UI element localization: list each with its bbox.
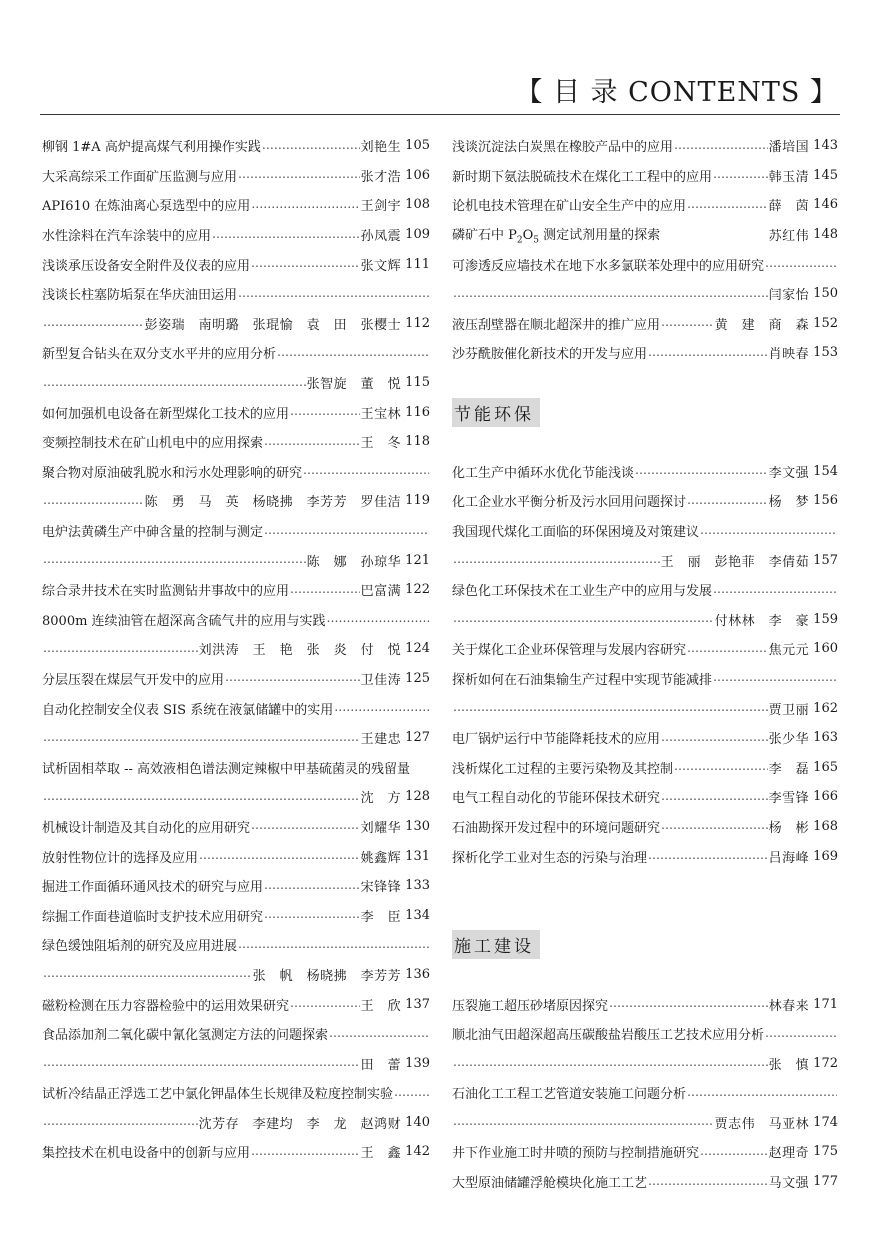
toc-entry[interactable]: [452, 989, 838, 1019]
entry-author: 卫佳涛: [360, 672, 402, 688]
toc-entry[interactable]: [42, 871, 430, 901]
dot-leader: [43, 1056, 360, 1070]
entry-title: 新型复合钻头在双分支水平井的应用分析: [42, 347, 277, 363]
entry-page: 169: [813, 848, 838, 864]
entry-title: 变频控制技术在矿山机电中的应用探索: [42, 436, 264, 452]
toc-entry[interactable]: [42, 220, 430, 250]
section-heading: 节能环保: [452, 398, 540, 427]
toc-entry[interactable]: [42, 1108, 430, 1138]
spacer: [452, 871, 838, 901]
entry-title: 探析化学工业对生态的污染与治理: [452, 850, 648, 866]
entry-page: 118: [405, 434, 430, 450]
dot-leader: [251, 257, 360, 271]
entry-author: 贾志伟 马亚林: [714, 1116, 810, 1132]
header-rule: [40, 114, 840, 115]
dot-leader: [290, 405, 360, 419]
entry-page: 171: [813, 996, 838, 1012]
entry-title: 液压刮壁器在顺北超深井的推广应用: [452, 317, 661, 333]
dot-leader: [238, 938, 429, 952]
toc-entry[interactable]: [42, 1019, 430, 1049]
dot-leader: [334, 701, 429, 715]
entry-title: 磁粉检测在压力容器检验中的运用效果研究: [42, 998, 290, 1014]
toc-entry[interactable]: [452, 693, 838, 723]
entry-page: 133: [405, 878, 430, 894]
entry-author: 田 蕾: [360, 1057, 402, 1073]
entry-title: 电气工程自动化的节能环保技术研究: [452, 791, 661, 807]
entry-author: 焦元元: [768, 643, 810, 659]
entry-title: 浅谈沉淀法白炭黑在橡胶产品中的应用: [452, 140, 674, 156]
entry-page: 140: [405, 1114, 430, 1130]
dot-leader: [453, 1115, 714, 1129]
entry-author: 彭姿瑞 南明璐 张琨愉 袁 田 张樱士: [144, 317, 402, 333]
dot-leader: [453, 553, 660, 567]
toc-entry[interactable]: [42, 131, 430, 161]
toc-entry[interactable]: [452, 457, 838, 487]
toc-entry[interactable]: [42, 545, 430, 575]
entry-author: 杨 梦: [768, 495, 810, 511]
section-row: [452, 397, 838, 427]
entry-page: 165: [813, 759, 838, 775]
entry-title: 绿色缓蚀阻垢剂的研究及应用进展: [42, 939, 238, 955]
toc-entry[interactable]: [42, 693, 430, 723]
entry-title: 电炉法黄磷生产中砷含量的控制与测定: [42, 525, 264, 541]
dot-leader: [262, 139, 360, 153]
toc-entry[interactable]: [452, 220, 838, 250]
dot-leader: [43, 494, 144, 508]
dot-leader: [212, 228, 360, 242]
entry-page: 162: [813, 700, 838, 716]
dot-leader: [43, 553, 306, 567]
entry-title: 石油勘探开发过程中的环境问题研究: [452, 820, 661, 836]
spacer: [452, 427, 838, 457]
spacer: [452, 368, 838, 398]
entry-page: 139: [405, 1055, 430, 1071]
entry-page: 127: [405, 730, 430, 746]
toc-entry[interactable]: [452, 249, 838, 279]
dot-leader: [648, 1175, 768, 1189]
dot-leader: [290, 997, 360, 1011]
entry-author: 宋锋锋: [360, 880, 402, 896]
toc-entry[interactable]: [42, 1078, 430, 1108]
entry-author: 付林林 李 豪: [714, 613, 810, 629]
dot-leader: [43, 642, 198, 656]
entry-title: 沙芬酰胺催化新技术的开发与应用: [452, 347, 648, 363]
entry-title: 化工企业水平衡分析及污水回用问题探讨: [452, 495, 687, 511]
entry-author: 赵理奇: [768, 1146, 810, 1162]
entry-title: 综合录井技术在实时监测钻井事故中的应用: [42, 584, 290, 600]
entry-title: 水性涂料在汽车涂装中的应用: [42, 229, 212, 245]
entry-author: 刘耀华: [360, 820, 402, 836]
entry-page: 130: [405, 818, 430, 834]
entry-author: 李雪锋: [768, 791, 810, 807]
dot-leader: [394, 1086, 429, 1100]
toc-entry[interactable]: [452, 1078, 838, 1108]
entry-author: 吕海峰: [768, 850, 810, 866]
dot-leader: [609, 997, 768, 1011]
entry-page: 148: [813, 227, 838, 243]
toc-entry[interactable]: [42, 752, 430, 782]
dot-leader: [264, 879, 360, 893]
entry-page: 174: [813, 1114, 838, 1130]
entry-page: 109: [405, 227, 430, 243]
toc-entry[interactable]: [42, 841, 430, 871]
dot-leader: [43, 790, 360, 804]
dot-leader: [251, 1145, 360, 1159]
contents-column-left: [42, 131, 430, 1167]
entry-page: 166: [813, 789, 838, 805]
entry-page: 153: [813, 345, 838, 361]
entry-author: 沈芳存 李建均 李 龙 赵鸿财: [198, 1116, 402, 1132]
entry-page: 119: [405, 493, 430, 509]
entry-page: 142: [405, 1144, 430, 1160]
entry-author: 肖映春: [768, 347, 810, 363]
dot-leader: [700, 1145, 768, 1159]
entry-page: 168: [813, 818, 838, 834]
toc-entry[interactable]: [42, 812, 430, 842]
dot-leader: [687, 198, 768, 212]
entry-title: 机械设计制造及其自动化的应用研究: [42, 820, 251, 836]
entry-page: 121: [405, 552, 430, 568]
toc-entry[interactable]: [42, 457, 430, 487]
toc-entry[interactable]: [452, 131, 838, 161]
dot-leader: [687, 1086, 837, 1100]
entry-title: 自动化控制安全仪表 SIS 系统在液氯储罐中的实用: [42, 702, 334, 718]
toc-entry[interactable]: [452, 309, 838, 339]
entry-title: 放射性物位计的选择及应用: [42, 850, 199, 866]
entry-title: 石油化工工程工艺管道安装施工问题分析: [452, 1087, 687, 1103]
entry-title: 聚合物对原油破乳脱水和污水处理影响的研究: [42, 465, 303, 481]
entry-page: 122: [405, 582, 430, 598]
dot-leader: [713, 168, 768, 182]
dot-leader: [713, 583, 837, 597]
entry-title: 顺北油气田超深超高压碳酸盐岩酸压工艺技术应用分析: [452, 1028, 765, 1044]
entry-author: 王 冬: [360, 436, 402, 452]
toc-entry[interactable]: [42, 279, 430, 309]
entry-page: 136: [405, 966, 430, 982]
toc-entry[interactable]: [42, 309, 430, 339]
entry-author: 张智旋 董 悦: [306, 377, 402, 393]
toc-entry[interactable]: [42, 338, 430, 368]
entry-author: 马文强: [768, 1176, 810, 1192]
entry-author: 王 鑫: [360, 1146, 402, 1162]
entry-author: 张少华: [768, 732, 810, 748]
entry-author: 张 慎: [768, 1057, 810, 1073]
toc-entry[interactable]: [42, 605, 430, 635]
entry-title: 我国现代煤化工面临的环保困境及对策建议: [452, 525, 700, 541]
entry-page: 128: [405, 789, 430, 805]
toc-entry[interactable]: [42, 161, 430, 191]
entry-title: 试析固相萃取 -- 高效液相色谱法测定辣椒中甲基硫菌灵的残留量: [42, 761, 411, 777]
entry-author: 刘洪涛 王 艳 张 炎 付 悦: [198, 643, 402, 659]
entry-title: API610 在炼油离心泵选型中的应用: [42, 199, 251, 215]
entry-title: 压裂施工超压砂堵原因探究: [452, 998, 609, 1014]
dot-leader: [238, 287, 429, 301]
toc-entry[interactable]: [452, 1019, 838, 1049]
entry-page: 145: [813, 167, 838, 183]
toc-entry[interactable]: [42, 782, 430, 812]
entry-page: 112: [405, 315, 430, 331]
entry-author: 王剑宇: [360, 199, 402, 215]
entry-author: 黄 建 商 森: [714, 317, 810, 333]
dot-leader: [687, 642, 768, 656]
entry-title: 电厂锅炉运行中节能降耗技术的应用: [452, 732, 661, 748]
entry-page: 150: [813, 286, 838, 302]
entry-page: 154: [813, 463, 838, 479]
toc-entry[interactable]: [452, 841, 838, 871]
entry-page: 108: [405, 197, 430, 213]
dot-leader: [453, 701, 768, 715]
entry-page: 105: [405, 138, 430, 154]
entry-author: 陈 勇 马 英 杨晓拂 李芳芳 罗佳洁: [144, 495, 402, 511]
toc-entry[interactable]: [42, 516, 430, 546]
dot-leader: [661, 731, 768, 745]
dot-leader: [765, 257, 837, 271]
dot-leader: [329, 1027, 429, 1041]
entry-author: 林春来: [768, 998, 810, 1014]
spacer: [452, 900, 838, 930]
toc-entry[interactable]: [452, 752, 838, 782]
dot-leader: [43, 316, 144, 330]
entry-title: 化工生产中循环水优化节能浅谈: [452, 465, 635, 481]
toc-entry[interactable]: [452, 516, 838, 546]
entry-page: 175: [813, 1144, 838, 1160]
entry-author: 李 臣: [360, 909, 402, 925]
entry-title: 新时期下氨法脱硫技术在煤化工工程中的应用: [452, 169, 713, 185]
entry-author: 苏红伟: [768, 229, 810, 245]
entry-author: 李 磊: [768, 761, 810, 777]
entry-title: 食品添加剂二氧化碳中氰化氢测定方法的问题探索: [42, 1028, 329, 1044]
dot-leader: [264, 435, 360, 449]
toc-entry[interactable]: [452, 1048, 838, 1078]
entry-title: 大采高综采工作面矿压监测与应用: [42, 169, 238, 185]
entry-title: 试析冷结晶正浮选工艺中氯化钾晶体生长规律及粒度控制实验: [42, 1087, 394, 1103]
toc-entry[interactable]: [452, 1108, 838, 1138]
entry-author: 王建忠: [360, 732, 402, 748]
toc-entry[interactable]: [42, 1048, 430, 1078]
toc-entry[interactable]: [452, 338, 838, 368]
dot-leader: [661, 316, 714, 330]
entry-page: 124: [405, 641, 430, 657]
entry-title: 分层压裂在煤层气开发中的应用: [42, 672, 225, 688]
toc-entry[interactable]: [42, 989, 430, 1019]
entry-author: 韩玉清: [768, 169, 810, 185]
dot-leader: [225, 671, 360, 685]
dot-leader: [43, 1115, 198, 1129]
entry-page: 115: [405, 375, 430, 391]
dot-leader: [303, 464, 429, 478]
dot-leader: [43, 967, 252, 981]
entry-author: 张文辉: [360, 258, 402, 274]
toc-entry[interactable]: [42, 930, 430, 960]
entry-title: 关于煤化工企业环保管理与发展内容研究: [452, 643, 687, 659]
entry-page: 156: [813, 493, 838, 509]
entry-page: 116: [405, 404, 430, 420]
dot-leader: [290, 583, 360, 597]
toc-entry[interactable]: [42, 190, 430, 220]
toc-entry[interactable]: [42, 249, 430, 279]
entry-title: 掘进工作面循环通风技术的研究与应用: [42, 880, 264, 896]
toc-entry[interactable]: [42, 427, 430, 457]
entry-page: 111: [405, 256, 430, 272]
toc-entry[interactable]: [452, 545, 838, 575]
entry-page: 143: [813, 138, 838, 154]
dot-leader: [43, 731, 360, 745]
entry-page: 177: [813, 1174, 838, 1190]
dot-leader: [648, 346, 768, 360]
dot-leader: [251, 819, 360, 833]
dot-leader: [674, 139, 768, 153]
dot-leader: [661, 790, 768, 804]
entry-page: 172: [813, 1055, 838, 1071]
toc-entry[interactable]: [42, 634, 430, 664]
entry-author: 刘艳生: [360, 140, 402, 156]
entry-title: 浅谈承压设备安全附件及仪表的应用: [42, 258, 251, 274]
dot-leader: [264, 524, 429, 538]
toc-entry[interactable]: [452, 486, 838, 516]
entry-page: 137: [405, 996, 430, 1012]
entry-title: 如何加强机电设备在新型煤化工技术的应用: [42, 406, 290, 422]
section-row: [452, 930, 838, 960]
toc-entry[interactable]: [452, 279, 838, 309]
entry-author: 张才浩: [360, 169, 402, 185]
dot-leader: [674, 760, 768, 774]
contents-header: 【 目 录 CONTENTS 】: [515, 77, 838, 108]
toc-entry[interactable]: [42, 368, 430, 398]
entry-title: 8000m 连续油管在超深高含硫气井的应用与实践: [42, 613, 326, 629]
entry-page: 160: [813, 641, 838, 657]
toc-entry[interactable]: [452, 575, 838, 605]
toc-entry[interactable]: [452, 161, 838, 191]
entry-title: 柳钢 1#A 高炉提高煤气利用操作实践: [42, 140, 261, 156]
toc-entry[interactable]: [42, 664, 430, 694]
toc-entry[interactable]: [452, 1137, 838, 1167]
entry-page: 106: [405, 167, 430, 183]
entry-author: 王 欣: [360, 998, 402, 1014]
entry-author: 李文强: [768, 465, 810, 481]
dot-leader: [713, 671, 837, 685]
dot-leader: [453, 612, 714, 626]
dot-leader: [648, 849, 768, 863]
entry-author: 陈 娜 孙琼华: [306, 554, 402, 570]
entry-title: 磷矿石中 $P_2O_5$ 测定试剂用量的探索: [452, 227, 661, 246]
dot-leader: [453, 287, 768, 301]
entry-title: 探析如何在石油集输生产过程中实现节能减排: [452, 672, 713, 688]
toc-entry[interactable]: [452, 782, 838, 812]
entry-page: 134: [405, 907, 430, 923]
entry-title: 集控技术在机电设备中的创新与应用: [42, 1146, 251, 1162]
dot-leader: [453, 1056, 768, 1070]
entry-page: 157: [813, 552, 838, 568]
dot-leader: [264, 908, 360, 922]
entry-author: 潘培国: [768, 140, 810, 156]
entry-title: 大型原油储罐浮舱模块化施工工艺: [452, 1176, 648, 1192]
dot-leader: [43, 376, 306, 390]
toc-entry[interactable]: [452, 605, 838, 635]
dot-leader: [661, 819, 768, 833]
entry-title: 浅谈长柱塞防垢泵在华庆油田运用: [42, 288, 238, 304]
spacer: [452, 960, 838, 990]
entry-page: 152: [813, 315, 838, 331]
toc-entry[interactable]: [452, 812, 838, 842]
entry-page: 125: [405, 670, 430, 686]
dot-leader: [277, 346, 429, 360]
dot-leader: [635, 464, 768, 478]
entry-title: 可渗透反应墙技术在地下水多氯联苯处理中的应用研究: [452, 258, 765, 274]
toc-entry[interactable]: [452, 1167, 838, 1197]
entry-author: 张 帆 杨晓拂 李芳芳: [252, 968, 402, 984]
entry-author: 闫家怡: [768, 288, 810, 304]
contents-column-right: [452, 131, 838, 1196]
toc-entry[interactable]: [452, 664, 838, 694]
dot-leader: [765, 1027, 837, 1041]
entry-author: 王 丽 彭艳菲 李倩茹: [660, 554, 810, 570]
entry-author: 姚鑫辉: [360, 850, 402, 866]
entry-page: 159: [813, 611, 838, 627]
entry-author: 沈 方: [360, 791, 402, 807]
toc-entry[interactable]: [452, 634, 838, 664]
toc-entry[interactable]: [42, 1137, 430, 1167]
entry-page: 146: [813, 197, 838, 213]
toc-entry[interactable]: [42, 960, 430, 990]
dot-leader: [700, 524, 837, 538]
entry-title: 绿色化工环保技术在工业生产中的应用与发展: [452, 584, 713, 600]
toc-entry[interactable]: [42, 900, 430, 930]
dot-leader: [199, 849, 360, 863]
toc-entry[interactable]: [42, 397, 430, 427]
entry-title: 井下作业施工时井喷的预防与控制措施研究: [452, 1146, 700, 1162]
entry-title: 浅析煤化工过程的主要污染物及其控制: [452, 761, 674, 777]
entry-author: 贾卫丽: [768, 702, 810, 718]
entry-author: 薛 茵: [768, 199, 810, 215]
entry-author: 巴富满: [360, 584, 402, 600]
toc-entry[interactable]: [452, 190, 838, 220]
entry-author: 孙凤震: [360, 229, 402, 245]
entry-page: 131: [405, 848, 430, 864]
toc-entry[interactable]: [42, 575, 430, 605]
entry-author: 王宝林: [360, 406, 402, 422]
dot-leader: [251, 198, 359, 212]
toc-entry[interactable]: [452, 723, 838, 753]
entry-title: 论机电技术管理在矿山安全生产中的应用: [452, 199, 687, 215]
toc-entry[interactable]: [42, 486, 430, 516]
section-heading: 施工建设: [452, 930, 540, 959]
toc-entry[interactable]: [42, 723, 430, 753]
entry-author: 杨 彬: [768, 820, 810, 836]
dot-leader: [238, 168, 360, 182]
entry-title: 综掘工作面巷道临时支护技术应用研究: [42, 909, 264, 925]
entry-page: 163: [813, 730, 838, 746]
dot-leader: [327, 612, 429, 626]
dot-leader: [687, 494, 768, 508]
